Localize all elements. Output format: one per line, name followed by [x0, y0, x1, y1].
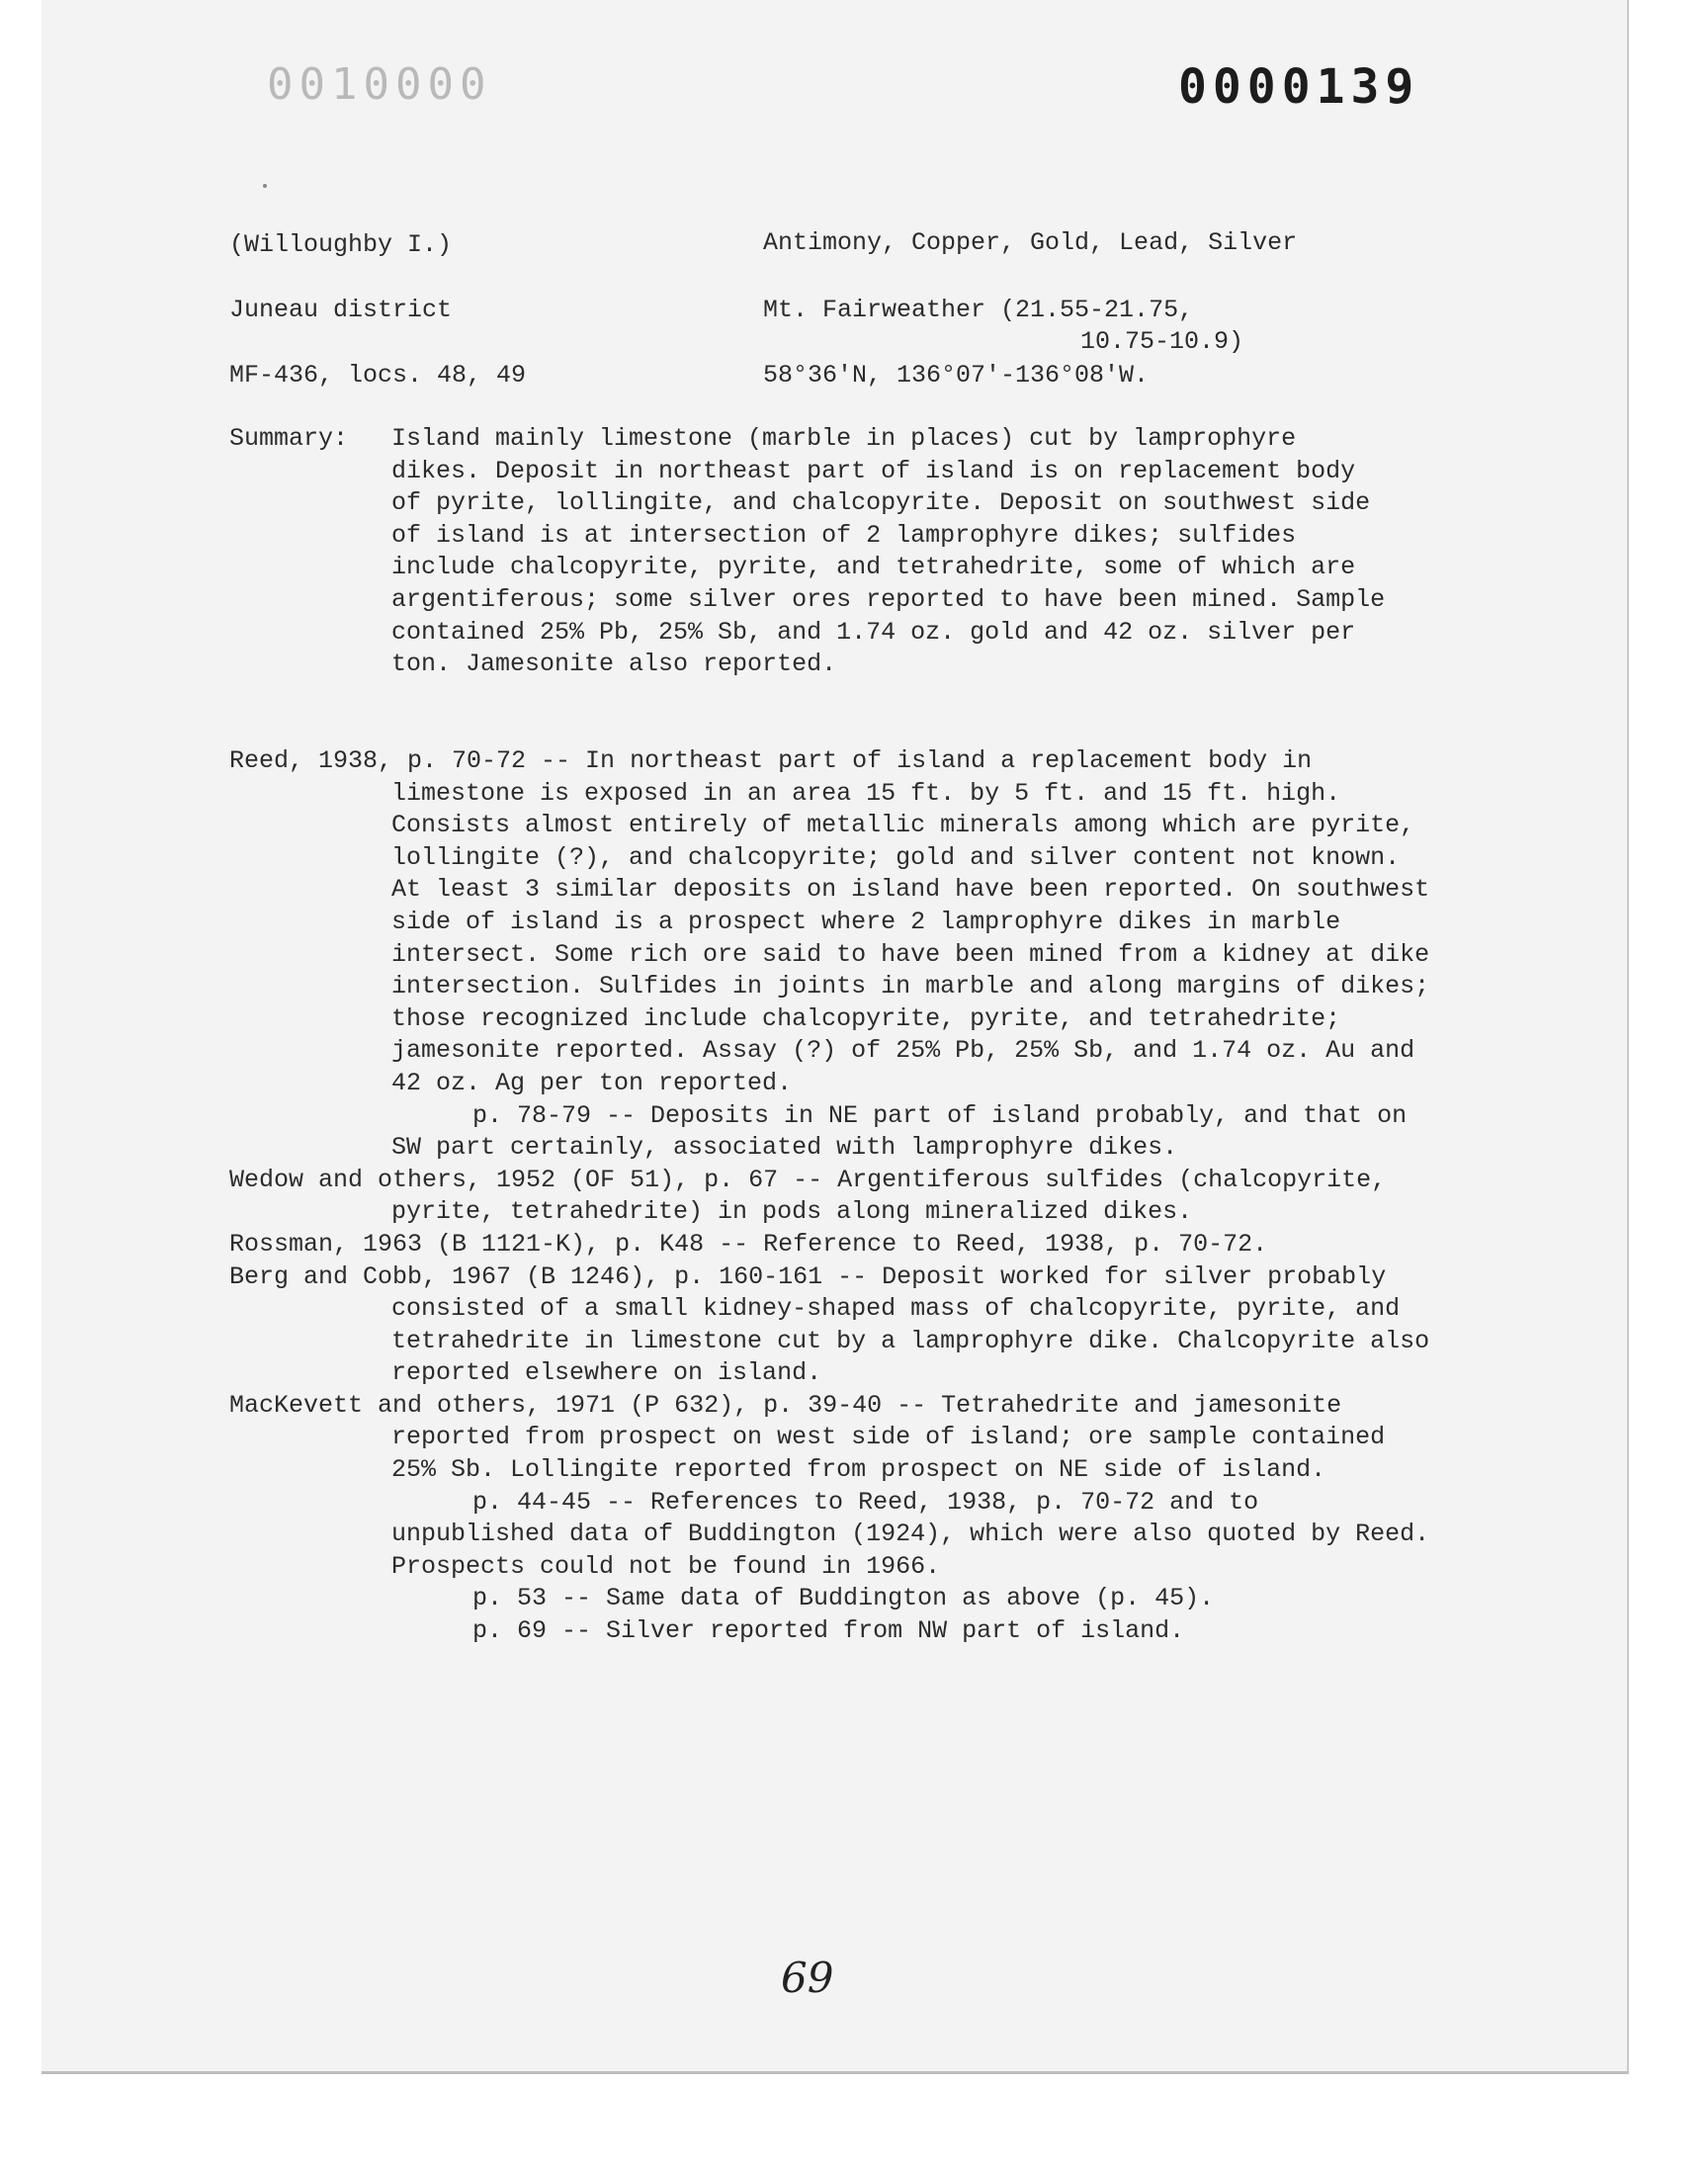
handwritten-page-number: 69	[781, 1954, 834, 2002]
reference-subentry: p. 53 -- Same data of Buddington as above (p. 45).	[472, 1584, 1215, 1613]
reference-subentry: p. 69 -- Silver reported from NW part of island.	[472, 1616, 1185, 1646]
quadrangle-line2: 10.75-10.9)	[1080, 327, 1244, 356]
faded-stamp-number: 0010000	[267, 59, 492, 110]
reference-subentry: p. 78-79 -- Deposits in NE part of island probably, and that on SW part certainly, associated with lamprophyre dikes.	[391, 1100, 1408, 1163]
speck	[263, 184, 267, 188]
district: Juneau district	[229, 296, 453, 324]
coordinates: 58°36'N, 136°07'-136°08'W.	[763, 361, 1150, 390]
references-section	[229, 745, 1435, 1648]
commodities: Antimony, Copper, Gold, Lead, Silver	[763, 228, 1298, 257]
island-name: (Willoughby I.)	[229, 230, 453, 259]
reference-entry	[229, 1229, 1435, 1262]
reference-entry	[229, 1165, 1435, 1229]
quadrangle-line1: Mt. Fairweather (21.55-21.75,	[763, 296, 1194, 324]
summary-text: Island mainly limestone (marble in places) cut by lamprophyre dikes. Deposit in northeast part of island is on replacement body of pyrite, lollingite, and chalcopyrite. Deposit on southwest side of island is at intersection of 2 lamprophyre dikes; sulfides include chalcopyrite, pyrite, and tetrahedrite, some of which are argentiferous; some silver ores reported to have been mined. Sample contained 25% Pb, 25% Sb, and 1.74 oz. gold and 42 oz. silver per ton. Jamesonite also reported.	[391, 424, 1386, 679]
map-reference: MF-436, locs. 48, 49	[229, 361, 527, 390]
document-stamp-number: 0000139	[1178, 59, 1420, 115]
reference-text: Berg and Cobb, 1967 (B 1246), p. 160-161 -- Deposit worked for silver probably consisted of a small kidney-shaped mass of chalcopyrite, pyrite, and tetrahedrite in limestone cut by a lamprophyre dike. Chalcopyrite also reported elsewhere on island.	[229, 1262, 1430, 1388]
reference-subentry: p. 44-45 -- References to Reed, 1938, p. 70-72 and to unpublished data of Buddington (1924), which were also quoted by Reed. Prospects could not be found in 1966.	[391, 1487, 1430, 1581]
reference-text: Reed, 1938, p. 70-72 -- In northeast part of island a replacement body in limestone is exposed in an area 15 ft. by 5 ft. and 15 ft. high. Consists almost entirely of metallic minerals among which are pyrite, lollingite (?), and chalcopyrite; gold and silver content not known. At least 3 similar deposits on island have been reported. On southwest side of island is a prospect where 2 lamprophyre dikes in marble intersect. Some rich ore said to have been mined from a kidney at dike intersection. Sulfides in joints in marble and along margins of dikes; those recognized include chalcopyrite, pyrite, and tetrahedrite; jamesonite reported. Assay (?) of 25% Pb, 25% Sb, and 1.74 oz. Au and 42 oz. Ag per ton reported.	[229, 746, 1430, 1097]
reference-entry	[229, 745, 1435, 1165]
reference-entry	[229, 1390, 1435, 1648]
summary-label: Summary:	[229, 424, 349, 453]
reference-text: Wedow and others, 1952 (OF 51), p. 67 -- Argentiferous sulfides (chalcopyrite, pyrite, tetrahedrite) in pods along mineralized dikes.	[229, 1165, 1387, 1227]
reference-text: MacKevett and others, 1971 (P 632), p. 39-40 -- Tetrahedrite and jamesonite reported from prospect on west side of island; ore sample contained 25% Sb. Lollingite reported from prospect on NE side of island.	[229, 1390, 1386, 1485]
reference-text: Rossman, 1963 (B 1121-K), p. K48 -- Reference to Reed, 1938, p. 70-72.	[229, 1229, 1268, 1259]
reference-entry	[229, 1262, 1435, 1390]
